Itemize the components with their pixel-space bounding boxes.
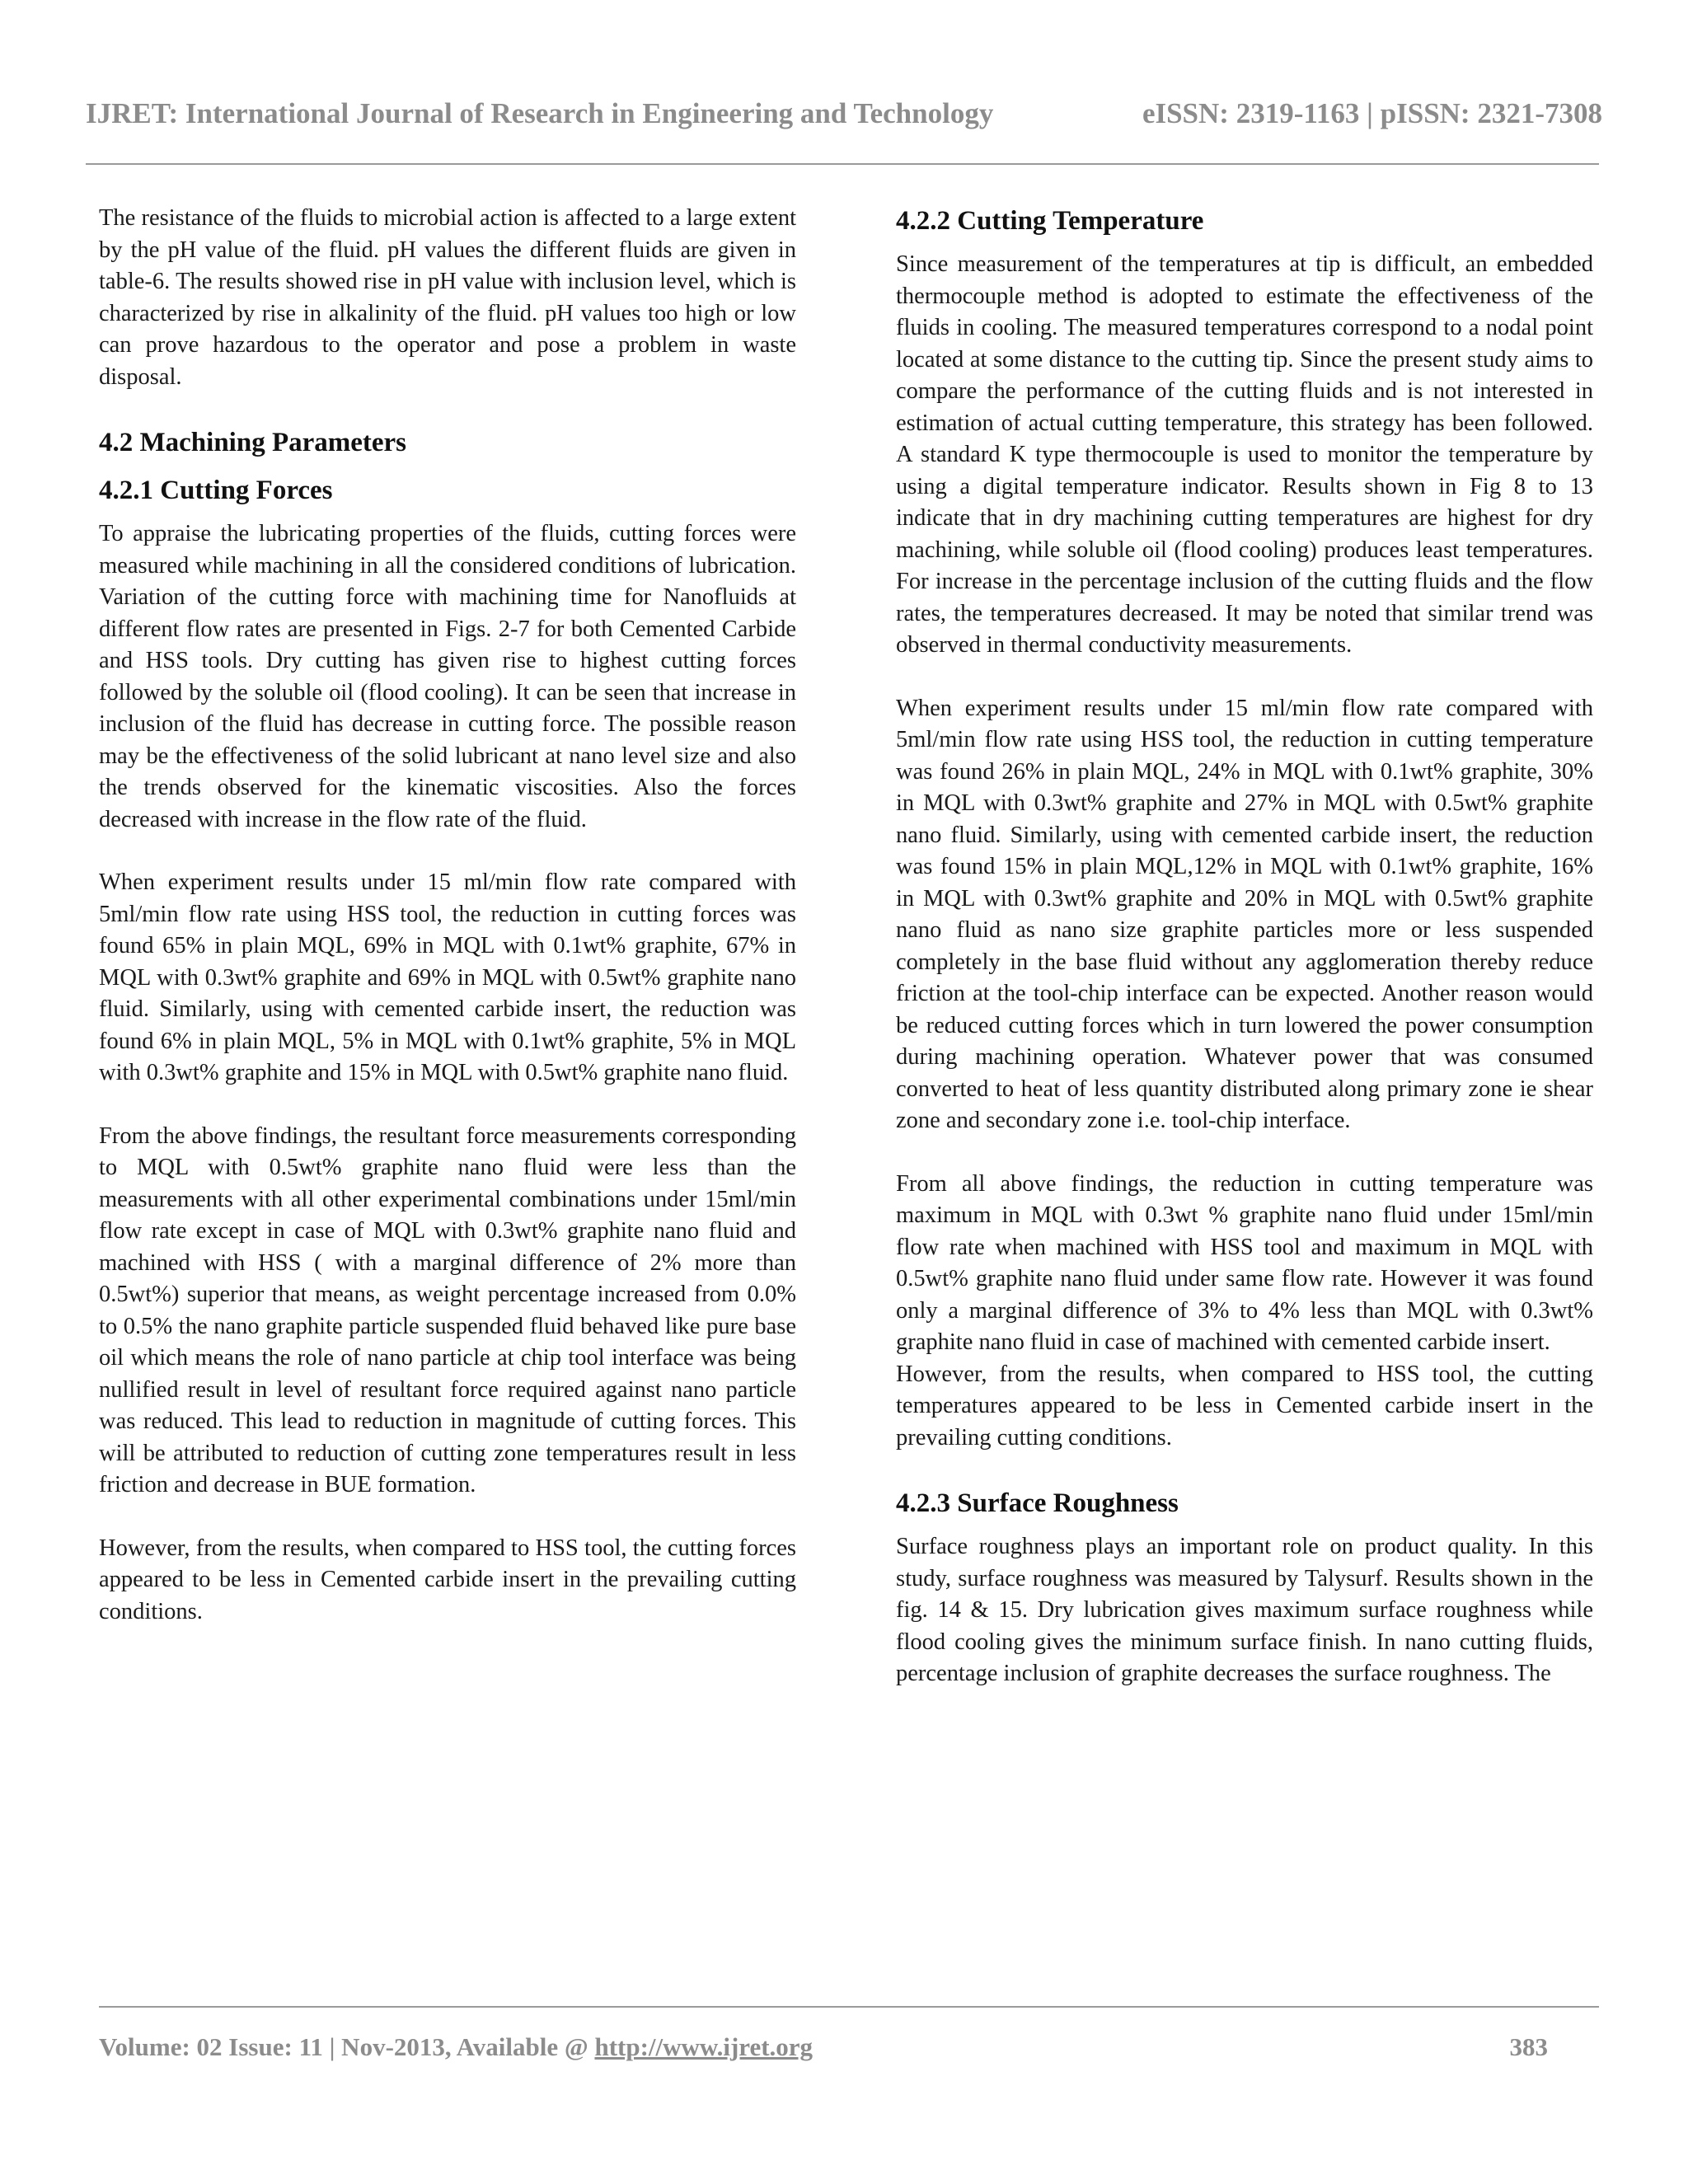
- paragraph-surface-roughness-1: Surface roughness plays an important role on product quality. In this study, surface roughness was measured by Talysurf. Results shown in the fig. 14 & 15. Dry lubrication gives maximum surface roughness while flood cooling gives the minimum surface finish. In nano cutting fluids, percentage inclusion of graphite decreases the surface roughness. The: [896, 1534, 1593, 1686]
- volume-label: Volume: 02 Issue: 11 | Nov-2013, Available @: [99, 2032, 595, 2061]
- running-footer: [99, 2032, 1548, 2074]
- paragraph-cutting-forces-1: To appraise the lubricating properties of the fluids, cutting forces were measured while machining in all the considered conditions of lubrication. Variation of the cutting force with machining time for Nanofluids at different flow rates are presented in Figs. 2-7 for both Cemented Carbide and HSS tools. Dry cutting has given rise to highest cutting forces followed by the soluble oil (flood cooling). It can be seen that increase in inclusion of the fluid has decrease in cutting force. The possible reason may be the effectiveness of the solid lubricant at nano level size and also the trends observed for the kinematic viscosities. Also the forces decreased with increase in the flow rate of the fluid.: [99, 521, 796, 832]
- subsection-heading-cutting-temperature: 4.2.2 Cutting Temperature: [896, 206, 1204, 236]
- journal-url-link[interactable]: http://www.ijret.org: [594, 2032, 814, 2061]
- header-divider: [86, 163, 1599, 165]
- issn-label: eISSN: 2319-1163 | pISSN: 2321-7308: [1142, 97, 1602, 129]
- left-column: [99, 203, 796, 1659]
- section-heading-machining-parameters: 4.2 Machining Parameters: [99, 428, 407, 457]
- paragraph-cutting-temperature-3: From all above findings, the reduction in cutting temperature was maximum in MQL with 0.3wt % graphite nano fluid under 15ml/min flow rate when machined with HSS tool and maximum in MQL with 0.5wt% graphite nano fluid under same flow rate. However it was found only a marginal difference of 3% to 4% less than MQL with 0.3wt% graphite nano fluid in case of machined with cemented carbide insert.: [896, 1170, 1593, 1355]
- journal-title: IJRET: International Journal of Research in Engineering and Technology: [86, 97, 994, 129]
- paragraph-cutting-temperature-2: When experiment results under 15 ml/min flow rate compared with 5ml/min flow rate using HSS tool, the reduction in cutting temperature was found 26% in plain MQL, 24% in MQL with 0.1wt% graphite, 30% in MQL with 0.3wt% graphite and 27% in MQL with 0.5wt% graphite nano fluid. Similarly, using with cemented carbide insert, the reduction was found 15% in plain MQL,12% in MQL with 0.1wt% graphite, 16% in MQL with 0.3wt% graphite and 20% in MQL with 0.5wt% graphite nano fluid as nano size graphite particles more or less suspended completely in the base fluid without any agglomeration thereby reduce friction at the tool-chip interface can be expected. Another reason would be reduced cutting forces which in turn lowered the power consumption during machining operation. Whatever power that was consumed converted to heat of less quantity distributed along primary zone ie shear zone and secondary zone i.e. tool-chip interface.: [896, 695, 1593, 1133]
- paragraph-cutting-forces-2: When experiment results under 15 ml/min flow rate compared with 5ml/min flow rate using HSS tool, the reduction in cutting forces was found 65% in plain MQL, 69% in MQL with 0.1wt% graphite, 67% in MQL with 0.3wt% graphite and 69% in MQL with 0.5wt% graphite nano fluid. Similarly, using with cemented carbide insert, the reduction was found 6% in plain MQL, 5% in MQL with 0.1wt% graphite, 5% in MQL with 0.3wt% graphite and 15% in MQL with 0.5wt% graphite nano fluid.: [99, 869, 796, 1085]
- paragraph-cutting-forces-3: From the above findings, the resultant force measurements corresponding to MQL with 0.5wt% graphite nano fluid were less than the measurements with all other experimental combinations under 15ml/min flow rate except in case of MQL with 0.3wt% graphite nano fluid and machined with HSS ( with a marginal difference of 2% more than 0.5wt%) superior that means, as weight percentage increased from 0.0% to 0.5% the nano graphite particle suspended fluid behaved like pure base oil which means the role of nano particle at chip tool interface was being nullified result in level of resultant force required against nano particle was reduced. This lead to reduction in magnitude of cutting forces. This will be attributed to reduction of cutting zone temperatures result in less friction and decrease in BUE formation.: [99, 1122, 796, 1497]
- footer-divider: [99, 2006, 1599, 2008]
- paragraph-cutting-temperature-4: However, from the results, when compared to HSS tool, the cutting temperatures appeared to be less in Cemented carbide insert in the prevailing cutting conditions.: [896, 1361, 1593, 1451]
- right-column: [896, 203, 1593, 1722]
- subsection-heading-cutting-forces: 4.2.1 Cutting Forces: [99, 476, 333, 505]
- page-number: 383: [1509, 2032, 1548, 2061]
- running-header: [86, 97, 1602, 138]
- paragraph-cutting-temperature-1: Since measurement of the temperatures at tip is difficult, an embedded thermocouple method is adopted to estimate the effectiveness of the fluids in cooling. The measured temperatures correspond to a nodal point located at some distance to the cutting tip. Since the present study aims to compare the performance of the cutting fluids and is not interested in estimation of actual cutting temperature, this strategy has been followed. A standard K type thermocouple is used to monitor the temperature by using a digital temperature indicator. Results shown in Fig 8 to 13 indicate that in dry machining cutting temperatures are highest for dry machining, while soluble oil (flood cooling) produces least temperatures. For increase in the percentage inclusion of the cutting fluids and the flow rates, the temperatures decreased. It may be noted that similar trend was observed in thermal conductivity measurements.: [896, 251, 1593, 658]
- paragraph-cutting-forces-4: However, from the results, when compared to HSS tool, the cutting forces appeared to be less in Cemented carbide insert in the prevailing cutting conditions.: [99, 1535, 796, 1624]
- paragraph-ph-values: The resistance of the fluids to microbial action is affected to a large extent by the pH value of the fluid. pH values the different fluids are given in table-6. The results showed rise in pH value with inclusion level, which is characterized by rise in alkalinity of the fluid. pH values too high or low can prove hazardous to the operator and pose a problem in waste disposal.: [99, 205, 796, 390]
- volume-info: [99, 2032, 813, 2062]
- subsection-heading-surface-roughness: 4.2.3 Surface Roughness: [896, 1488, 1179, 1518]
